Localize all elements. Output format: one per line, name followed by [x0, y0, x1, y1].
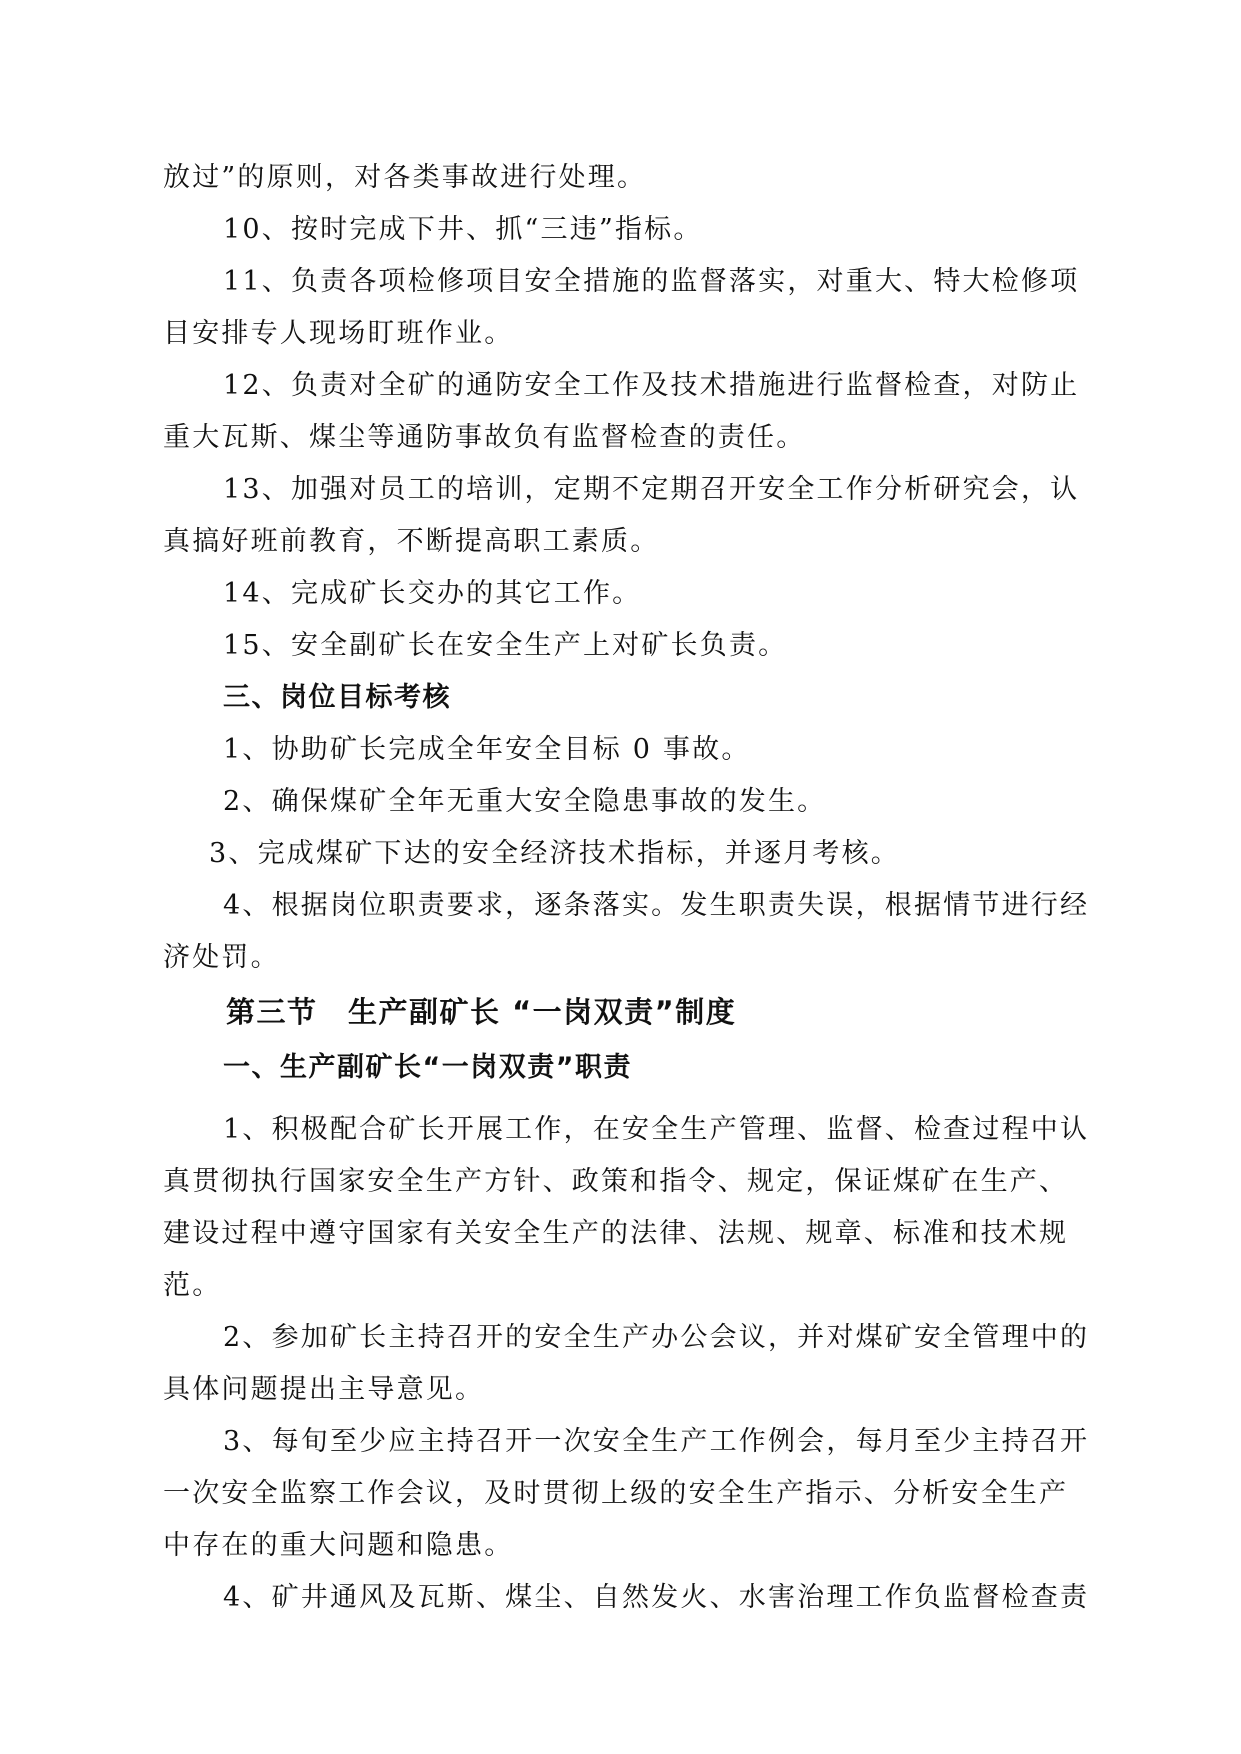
text-line: 2、确保煤矿全年无重大安全隐患事故的发生。	[223, 786, 827, 817]
text-line: 重大瓦斯、煤尘等通防事故负有监督检查的责任。	[163, 422, 806, 453]
text-line: 具体问题提出主导意见。	[163, 1374, 485, 1405]
text-line: 14、完成矿长交办的其它工作。	[223, 578, 642, 609]
text-line: 10、按时完成下井、抓“三违”指标。	[223, 214, 703, 245]
text-line: 一次安全监察工作会议，及时贯彻上级的安全生产指示、分析安全生产	[163, 1478, 1069, 1509]
text-line: 济处罚。	[163, 942, 280, 973]
text-line: 真搞好班前教育，不断提高职工素质。	[163, 526, 660, 557]
text-line: 3、每旬至少应主持召开一次安全生产工作例会，每月至少主持召开	[223, 1426, 1090, 1457]
text-line: 11、负责各项检修项目安全措施的监督落实，对重大、特大检修项	[223, 266, 1080, 297]
chapter-heading: 第三节 生产副矿长 “一岗双责”制度	[226, 995, 737, 1029]
text-line: 目安排专人现场盯班作业。	[163, 318, 514, 349]
text-line: 建设过程中遵守国家有关安全生产的法律、法规、规章、标准和技术规	[163, 1218, 1069, 1249]
text-line: 3、完成煤矿下达的安全经济技术指标，并逐月考核。	[209, 838, 900, 869]
text-line: 2、参加矿长主持召开的安全生产办公会议，并对煤矿安全管理中的	[223, 1322, 1090, 1353]
section-heading: 一、生产副矿长“一岗双责”职责	[223, 1052, 632, 1083]
text-line: 15、安全副矿长在安全生产上对矿长负责。	[223, 630, 788, 661]
section-heading: 三、岗位目标考核	[223, 682, 451, 713]
text-line: 4、矿井通风及瓦斯、煤尘、自然发火、水害治理工作负监督检查责	[223, 1582, 1090, 1613]
text-line: 13、加强对员工的培训，定期不定期召开安全工作分析研究会，认	[223, 474, 1080, 505]
text-line: 4、根据岗位职责要求，逐条落实。发生职责失误，根据情节进行经	[223, 890, 1090, 921]
text-line: 放过”的原则，对各类事故进行处理。	[163, 162, 647, 193]
text-line: 真贯彻执行国家安全生产方针、政策和指令、规定，保证煤矿在生产、	[163, 1166, 1069, 1197]
text-line: 1、协助矿长完成全年安全目标 0 事故。	[223, 734, 751, 765]
text-line: 中存在的重大问题和隐患。	[163, 1530, 514, 1561]
text-line: 12、负责对全矿的通防安全工作及技术措施进行监督检查，对防止	[223, 370, 1080, 401]
text-line: 范。	[163, 1270, 222, 1301]
text-line: 1、积极配合矿长开展工作，在安全生产管理、监督、检查过程中认	[223, 1114, 1090, 1145]
